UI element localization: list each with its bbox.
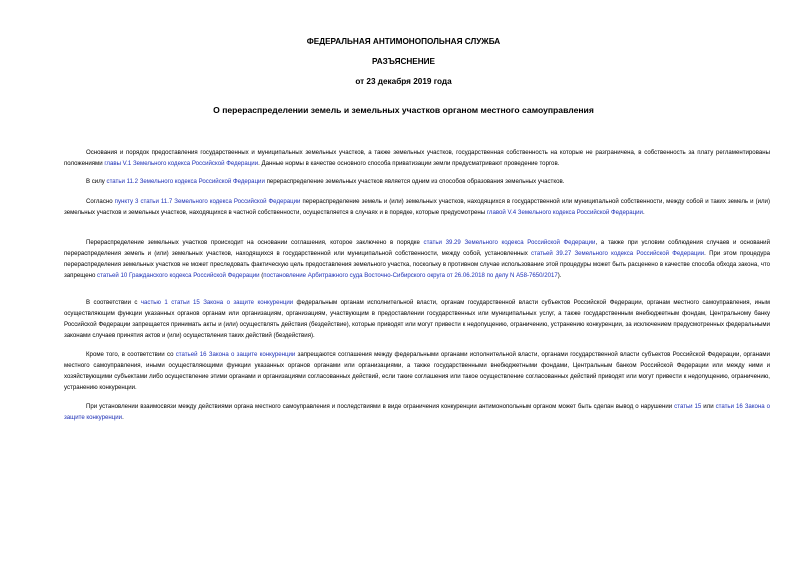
legal-reference-link[interactable]: статьей 39.27 Земельного кодекса Российской Федерации: [531, 250, 705, 257]
document-type: РАЗЪЯСНЕНИЕ: [371, 57, 436, 66]
paragraph-text: (: [259, 272, 264, 279]
legal-reference-link[interactable]: статьи 15: [674, 403, 702, 410]
paragraph-text: ).: [557, 272, 562, 279]
legal-reference-link[interactable]: статьи 39.29 Земельного кодекса Российской Федерации: [423, 239, 596, 246]
paragraph-text: .: [122, 414, 124, 421]
paragraph-text: При установлении взаимосвязи между действиями органа местного самоуправления и последствиями в виде ограничения конкуренции антимонопольным органом может быть сделан вывод о нарушении: [86, 403, 675, 410]
paragraph-text: . Данные нормы в качестве основного способа приватизации земли предусматривают проведение торгов.: [258, 160, 560, 167]
paragraph-text: запрещаются соглашения между федеральными органами исполнительной власти, органами государственной власти субъектов Российской Федерации, органами местного самоуправления, иными осуществляющими функции указанных органов органами или организациями, а также государственными внебюджетными фондами, Центральным банком Российской Федерации или между ними и хозяйствующими субъектами либо осуществление этими органами и организациями согласованных действий, если такие соглашения или такое осуществление согласованных действий приводят или могут привести к недопущению, ограничению, устранению конкуренции.: [64, 351, 770, 391]
paragraph-text: федеральным органам исполнительной власти, органам государственной власти субъектов Российской Федерации, органам местного самоуправления, иным осуществляющим функции указанных органов органам или организациям, организациям, участвующим в предоставлении государственных или муниципальных услуг, а также государственным внебюджетным фондам, Центральному банку Российской Федерации запрещается принимать акты и (или) осуществлять действия (бездействие), которые приводят или могут привести к недопущению, ограничению, устранению конкуренции, за исключением предусмотренных федеральными законами случаев принятия актов и (или) осуществления таких действий (бездействия).: [64, 299, 771, 339]
agency-name: ФЕДЕРАЛЬНАЯ АНТИМОНОПОЛЬНАЯ СЛУЖБА: [306, 37, 501, 46]
paragraph-text: , а также при условии соблюдения случаев и оснований перераспределения земель и (или) земельных участков, находящихся в государственной или муниципальной собственности, между собой, установленных: [64, 239, 770, 257]
legal-reference-link[interactable]: пункту 3 статьи 11.7 Земельного кодекса Российской Федерации: [114, 198, 301, 205]
paragraph-1: [64, 147, 770, 169]
paragraph-6: [64, 349, 770, 393]
paragraph-5: [64, 297, 770, 341]
paragraph-text: перераспределение земель и (или) земельных участков, находящихся в государственной или муниципальной собственности, между собой и таких земель и (или) земельных участков и земельных участков, находящихся в частной собственности, осуществляется в случаях и в порядке, которые предусмотрены: [64, 198, 770, 216]
legal-reference-link[interactable]: главы V.1 Земельного кодекса Российской Федерации: [104, 160, 259, 167]
paragraph-text: Перераспределение земельных участков происходит на основании соглашения, которое заключено в порядке: [86, 239, 424, 246]
document-subject: О перераспределении земель и земельных участков органом местного самоуправления: [213, 105, 594, 115]
paragraph-text: Кроме того, в соответствии со: [86, 351, 176, 358]
paragraph-text: перераспределение земельных участков является одним из способов образования земельных участков.: [264, 178, 565, 185]
paragraph-text: . При этом процедура перераспределения земельных участков не может преследовать фактическую цель предоставления земельного участка, поскольку в противном случае использование этой процедуры может быть расценено в качестве способа обхода закона, что запрещено: [64, 250, 770, 279]
paragraph-2: [64, 176, 770, 187]
legal-reference-link[interactable]: статьей 16 Закона о защите конкуренции: [175, 351, 296, 358]
legal-reference-link[interactable]: статьи 11.2 Земельного кодекса Российской Федерации: [106, 178, 265, 185]
paragraph-text: Основания и порядок предоставления государственных и муниципальных земельных участков, а также земельных участков, государственная собственность на которые не разграничена, в собственность за плату регламентированы положениями: [64, 149, 770, 167]
paragraph-7: [64, 401, 770, 423]
legal-reference-link[interactable]: постановление Арбитражного суда Восточно-Сибирского округа от 26.06.2018 по делу N А58-7650/2017: [263, 272, 558, 279]
legal-reference-link[interactable]: статьей 10 Гражданского кодекса Российской Федерации: [97, 272, 260, 279]
paragraph-text: или: [701, 403, 716, 410]
paragraph-text: В соответствии с: [86, 299, 141, 306]
paragraph-text: В силу: [86, 178, 107, 185]
paragraph-text: .: [642, 209, 645, 216]
paragraph-text: Согласно: [86, 198, 115, 205]
paragraph-3: [64, 196, 770, 218]
paragraph-4: [64, 237, 770, 281]
legal-reference-link[interactable]: частью 1 статьи 15 Закона о защите конкуренции: [140, 299, 294, 306]
legal-reference-link[interactable]: главой V.4 Земельного кодекса Российской Федерации: [486, 209, 643, 216]
legal-reference-link[interactable]: статьи 16 Закона о защите конкуренции: [64, 403, 771, 421]
document-date: от 23 декабря 2019 года: [355, 77, 452, 86]
